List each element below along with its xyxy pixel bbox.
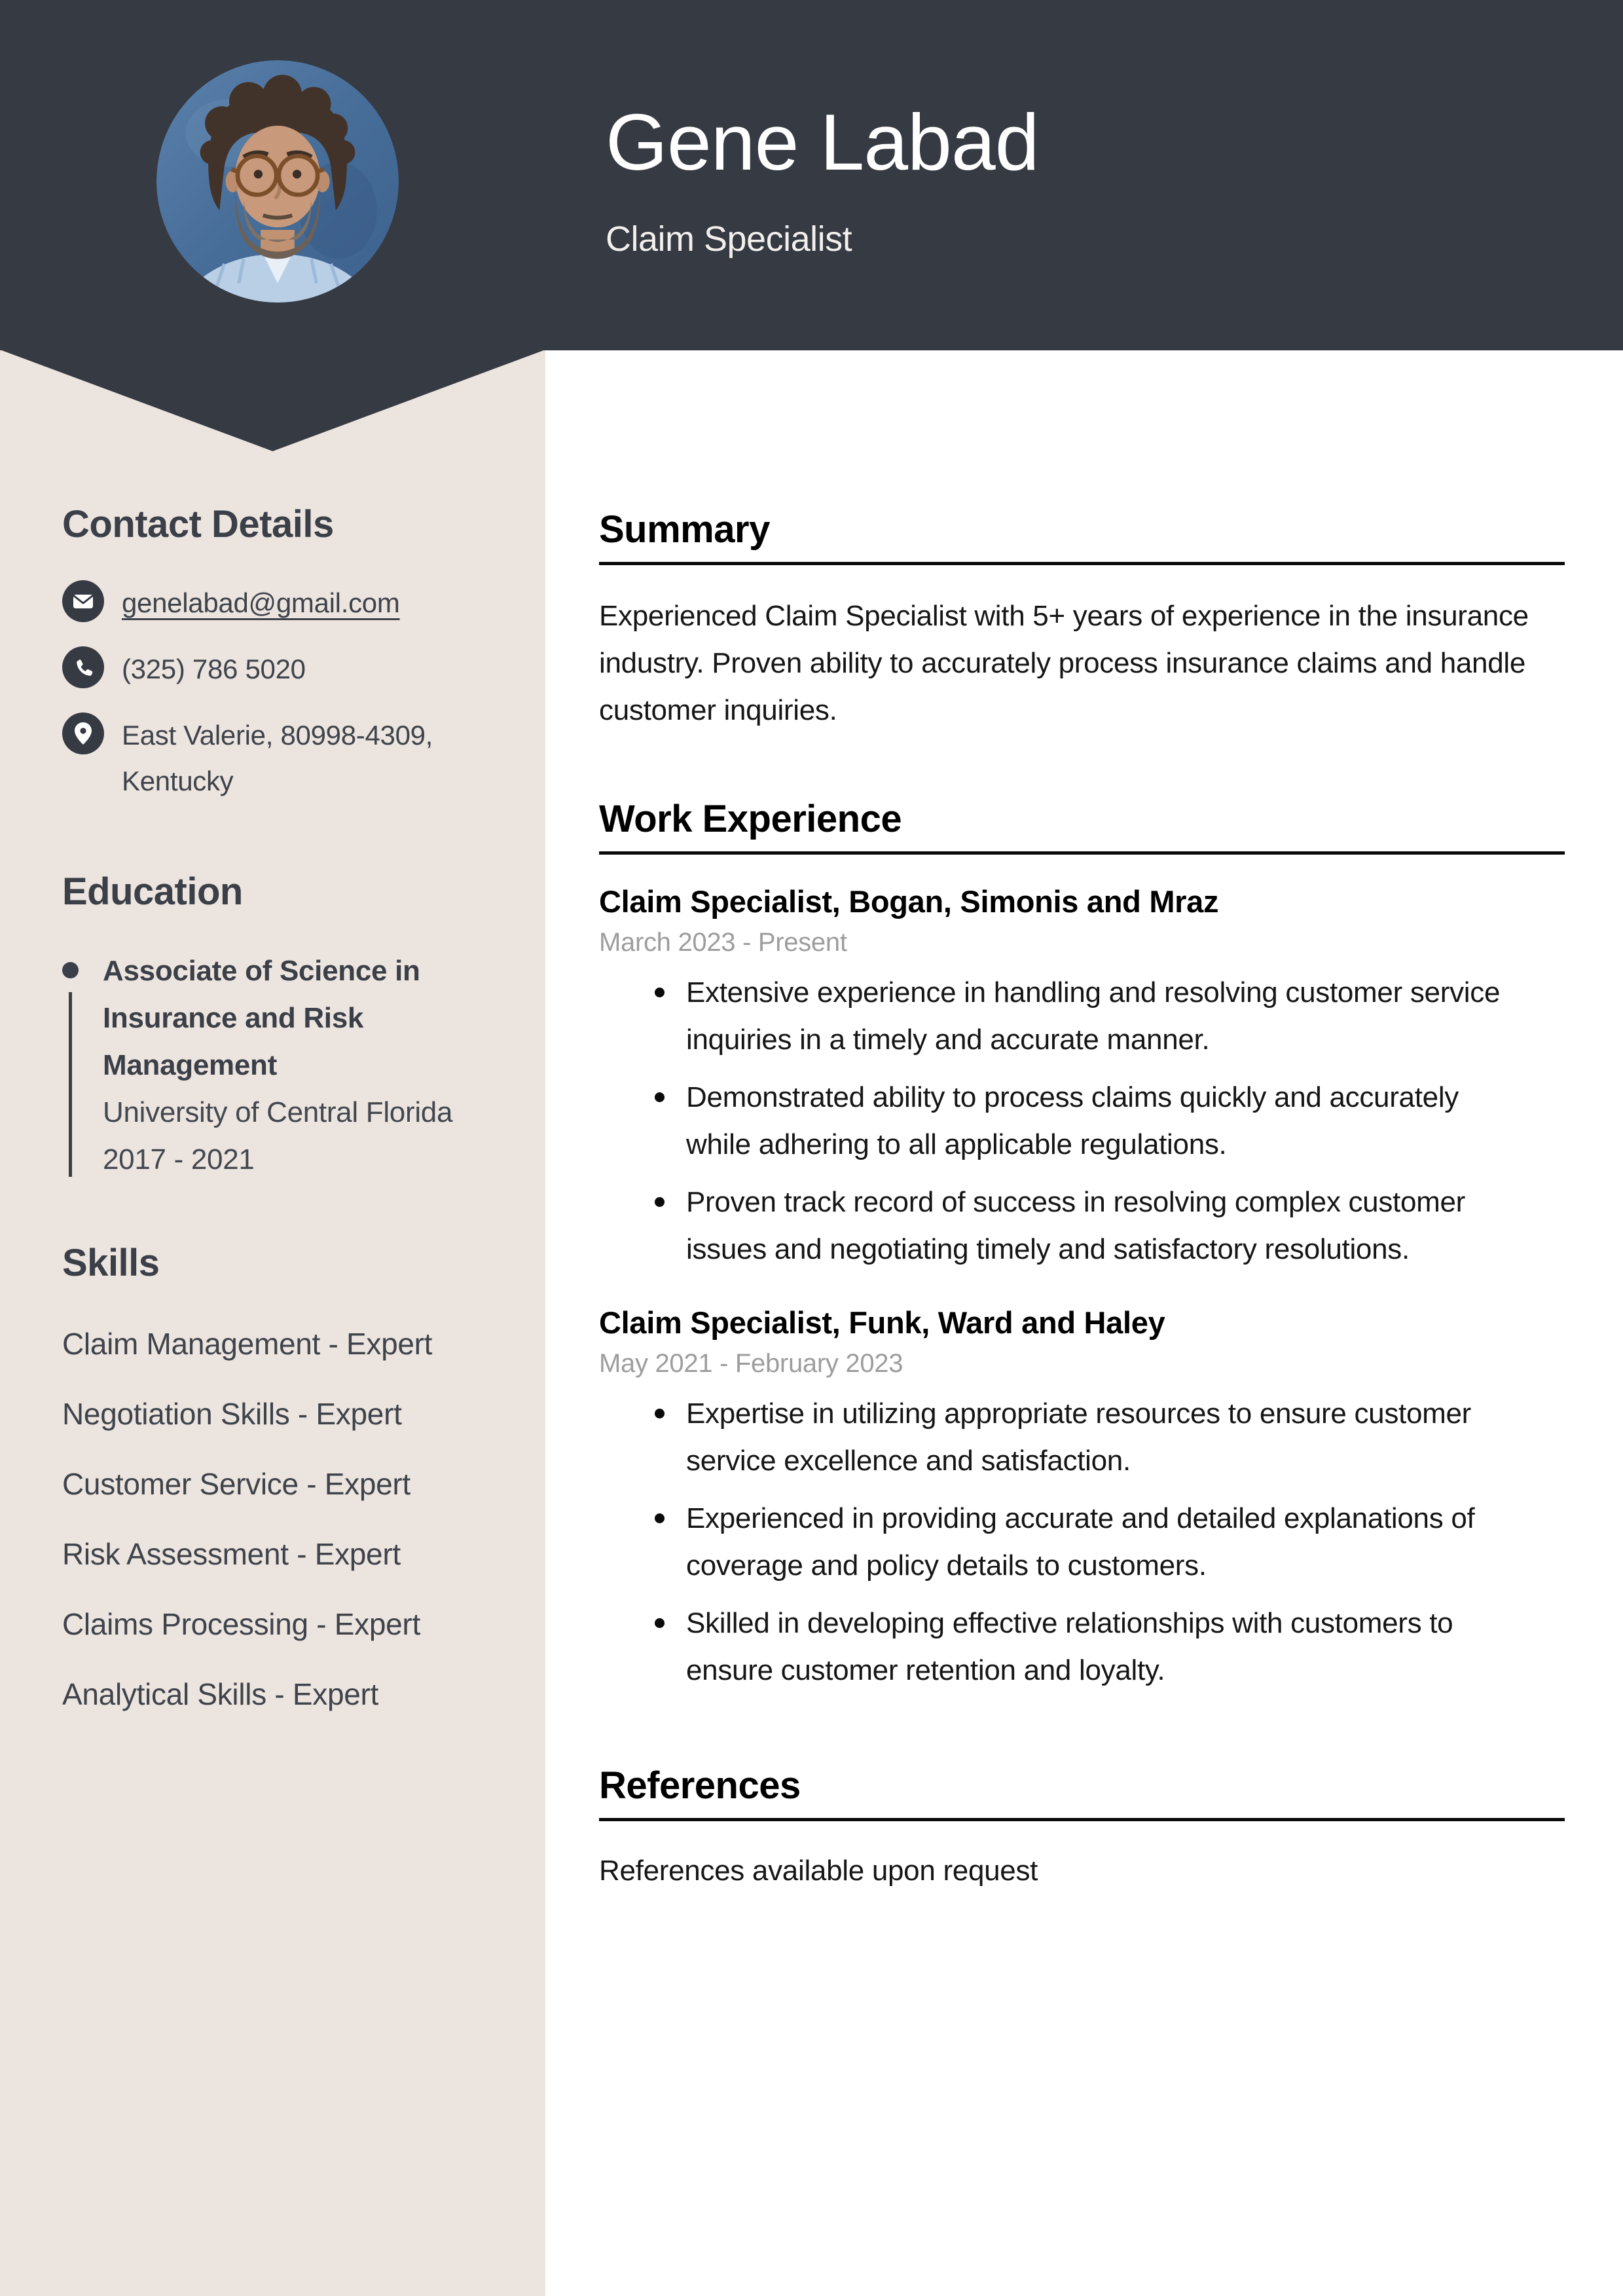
references-text: References available upon request	[599, 1855, 1038, 1887]
summary-heading: Summary	[599, 508, 770, 551]
timeline-dot-icon	[62, 962, 79, 978]
job-bullet: Extensive experience in handling and resolving customer service inquiries in a timely and accurate manner.	[655, 969, 1525, 1064]
phone-icon	[62, 646, 104, 688]
job-entry	[599, 1303, 1565, 1694]
contact-list	[62, 580, 506, 804]
work-experience-heading: Work Experience	[599, 798, 902, 840]
education-school: University of Central Florida	[103, 1096, 453, 1128]
summary-text: Experienced Claim Specialist with 5+ years of experience in the insurance industry. Proven ability to accurately process insurance claims and handle customer inquiries.	[599, 600, 1529, 726]
education-years: 2017 - 2021	[103, 1143, 255, 1176]
skill-item: Risk Assessment - Expert	[62, 1537, 401, 1571]
main-column	[599, 350, 1565, 1895]
address-line-1: East Valerie, 80998-4309,	[122, 720, 433, 750]
job-bullet-list	[599, 1390, 1565, 1694]
job-bullet: Proven track record of success in resolving complex customer issues and negotiating timely and satisfactory resolutions.	[655, 1179, 1525, 1273]
sidebar	[0, 350, 545, 1747]
references-heading: References	[599, 1764, 801, 1807]
education-item	[62, 948, 506, 1183]
job-entry	[599, 882, 1565, 1273]
avatar-photo-illustration	[156, 60, 399, 303]
contact-row-phone	[62, 646, 506, 692]
references-rule	[599, 1818, 1565, 1821]
education-timeline	[62, 948, 103, 1183]
skill-item: Claim Management - Expert	[62, 1327, 433, 1361]
mail-icon	[62, 580, 104, 622]
skills-list	[62, 1327, 506, 1711]
skill-item: Claims Processing - Expert	[62, 1607, 420, 1641]
skill-item: Customer Service - Expert	[62, 1467, 410, 1501]
skill-item: Analytical Skills - Expert	[62, 1677, 379, 1711]
job-bullet: Experienced in providing accurate and detailed explanations of coverage and policy details to customers.	[655, 1495, 1525, 1589]
map-pin-icon	[62, 713, 104, 754]
timeline-line	[69, 992, 72, 1177]
person-name: Gene Labad	[606, 98, 1039, 187]
job-title: Claim Specialist, Funk, Ward and Haley	[599, 1305, 1165, 1340]
contact-details-heading: Contact Details	[62, 503, 334, 546]
avatar	[156, 60, 399, 303]
email-link[interactable]: genelabad@gmail.com	[122, 587, 400, 618]
phone-number: (325) 786 5020	[122, 654, 306, 684]
job-bullet: Expertise in utilizing appropriate resources to ensure customer service excellence and satisfaction.	[655, 1390, 1525, 1485]
skills-heading: Skills	[62, 1242, 160, 1284]
summary-rule	[599, 562, 1565, 565]
job-dates: May 2021 - February 2023	[599, 1349, 903, 1378]
job-bullet-list	[599, 969, 1565, 1273]
education-degree: Associate of Science in Insurance and Risk Management	[103, 955, 420, 1081]
contact-row-email	[62, 580, 506, 626]
address-text	[122, 713, 433, 804]
job-title: Claim Specialist, Bogan, Simonis and Mraz	[599, 884, 1219, 919]
person-job-title: Claim Specialist	[606, 219, 852, 259]
job-dates: March 2023 - Present	[599, 928, 847, 957]
job-bullet: Skilled in developing effective relationships with customers to ensure customer retention and loyalty.	[655, 1600, 1525, 1694]
job-bullet: Demonstrated ability to process claims quickly and accurately while adhering to all applicable regulations.	[655, 1074, 1525, 1168]
education-heading: Education	[62, 870, 243, 913]
contact-row-address	[62, 713, 506, 804]
address-line-2: Kentucky	[122, 766, 234, 796]
work-experience-rule	[599, 851, 1565, 855]
skill-item: Negotiation Skills - Expert	[62, 1397, 402, 1431]
